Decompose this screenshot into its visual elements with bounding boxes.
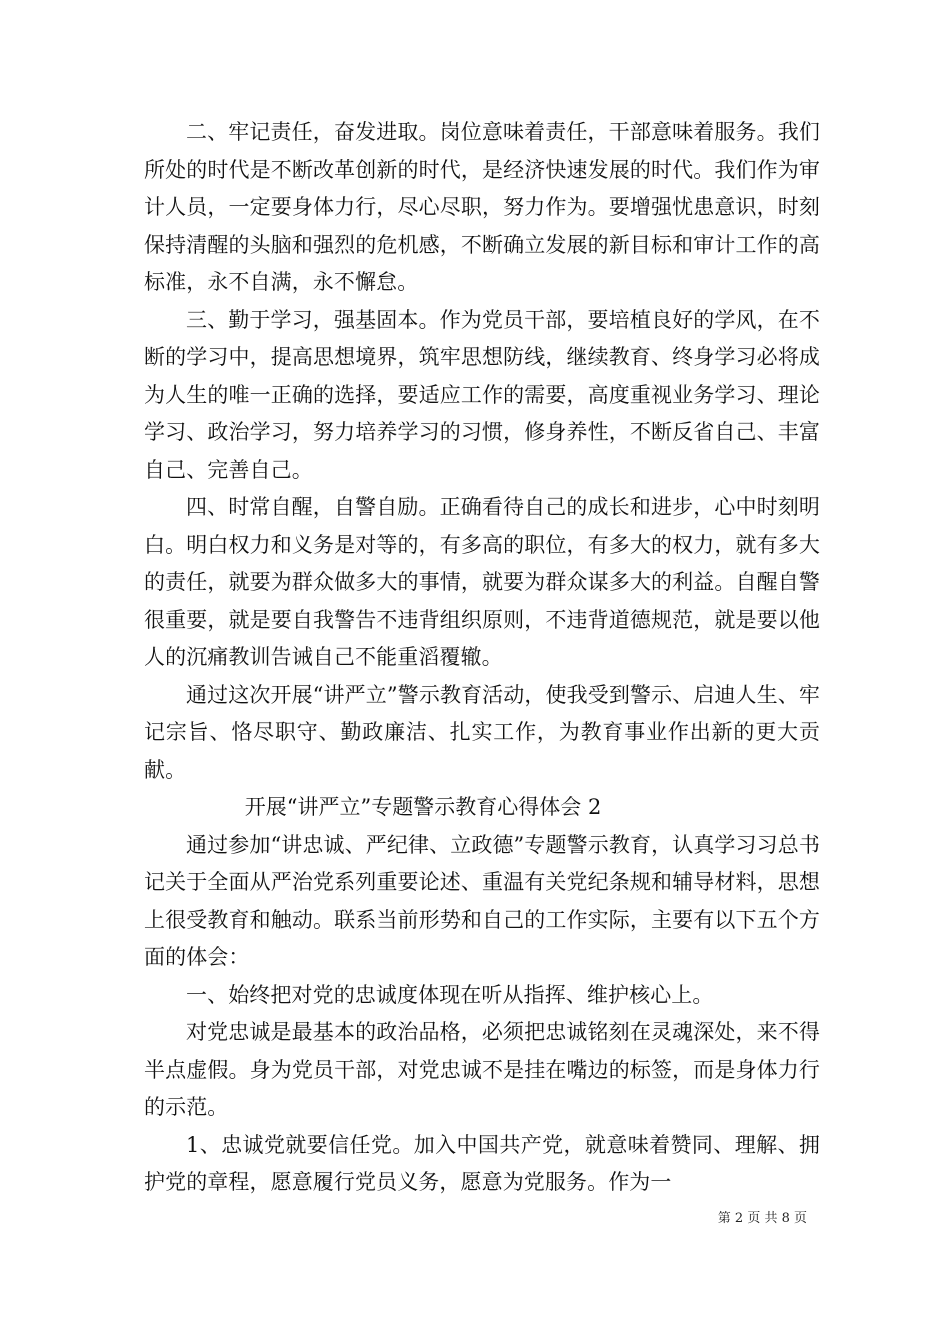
document-body [144, 114, 820, 1202]
paragraph-self-reflection: 四、时常自醒，自警自励。正确看待自己的成长和进步，心中时刻明白。明白权力和义务是对等的，有多高的职位，有多大的权力，就有多大的责任，就要为群众做多大的事情，就要为群众谋多大的利益。自醒自警很重要，就是要自我警告不违背组织原则，不违背道德规范，就是要以他人的沉痛教训告诫自己不能重滔覆辙。 [144, 495, 820, 669]
paragraph-intro-2: 通过参加“讲忠诚、严纪律、立政德”专题警示教育，认真学习习总书记关于全面从严治党系列重要论述、重温有关党纪条规和辅导材料，思想上很受教育和触动。联系当前形势和自己的工作实际，主要有以下五个方面的体会： [144, 832, 820, 969]
paragraph-learning: 三、勤于学习，强基固本。作为党员干部，要培植良好的学风，在不断的学习中，提高思想境界，筑牢思想防线，继续教育、终身学习必将成为人生的唯一正确的选择，要适应工作的需要，高度重视业务学习、理论学习、政治学习，努力培养学习的习惯，修身养性，不断反省自己、丰富自己、完善自己。 [144, 307, 820, 482]
section-title: 开展“讲严立”专题警示教育心得体会 2 [244, 795, 602, 819]
paragraph-point-1-heading: 一、始终把对党的忠诚度体现在听从指挥、维护核心上。 [186, 982, 714, 1007]
paragraph-responsibility: 二、牢记责任，奋发进取。岗位意味着责任，干部意味着服务。我们所处的时代是不断改革创新的时代，是经济快速发展的时代。我们作为审计人员，一定要身体力行，尽心尽职，努力作为。要增强忧患意识，时刻保持清醒的头脑和强烈的危机感，不断确立发展的新目标和审计工作的高标准，永不自满，永不懈怠。 [144, 120, 820, 294]
paragraph-trust-party: 1、忠诚党就要信任党。加入中国共产党，就意味着赞同、理解、拥护党的章程，愿意履行党员义务，愿意为党服务。作为一 [144, 1132, 820, 1194]
page-number-footer: 第 2 页 共 8 页 [717, 1211, 807, 1226]
paragraph-loyalty: 对党忠诚是最基本的政治品格，必须把忠诚铭刻在灵魂深处，来不得半点虚假。身为党员干部，对党忠诚不是挂在嘴边的标签，而是身体力行的示范。 [144, 1020, 820, 1119]
paragraph-conclusion: 通过这次开展“讲严立”警示教育活动，使我受到警示、启迪人生、牢记宗旨、恪尽职守、勤政廉洁、扎实工作，为教育事业作出新的更大贡献。 [144, 682, 820, 782]
